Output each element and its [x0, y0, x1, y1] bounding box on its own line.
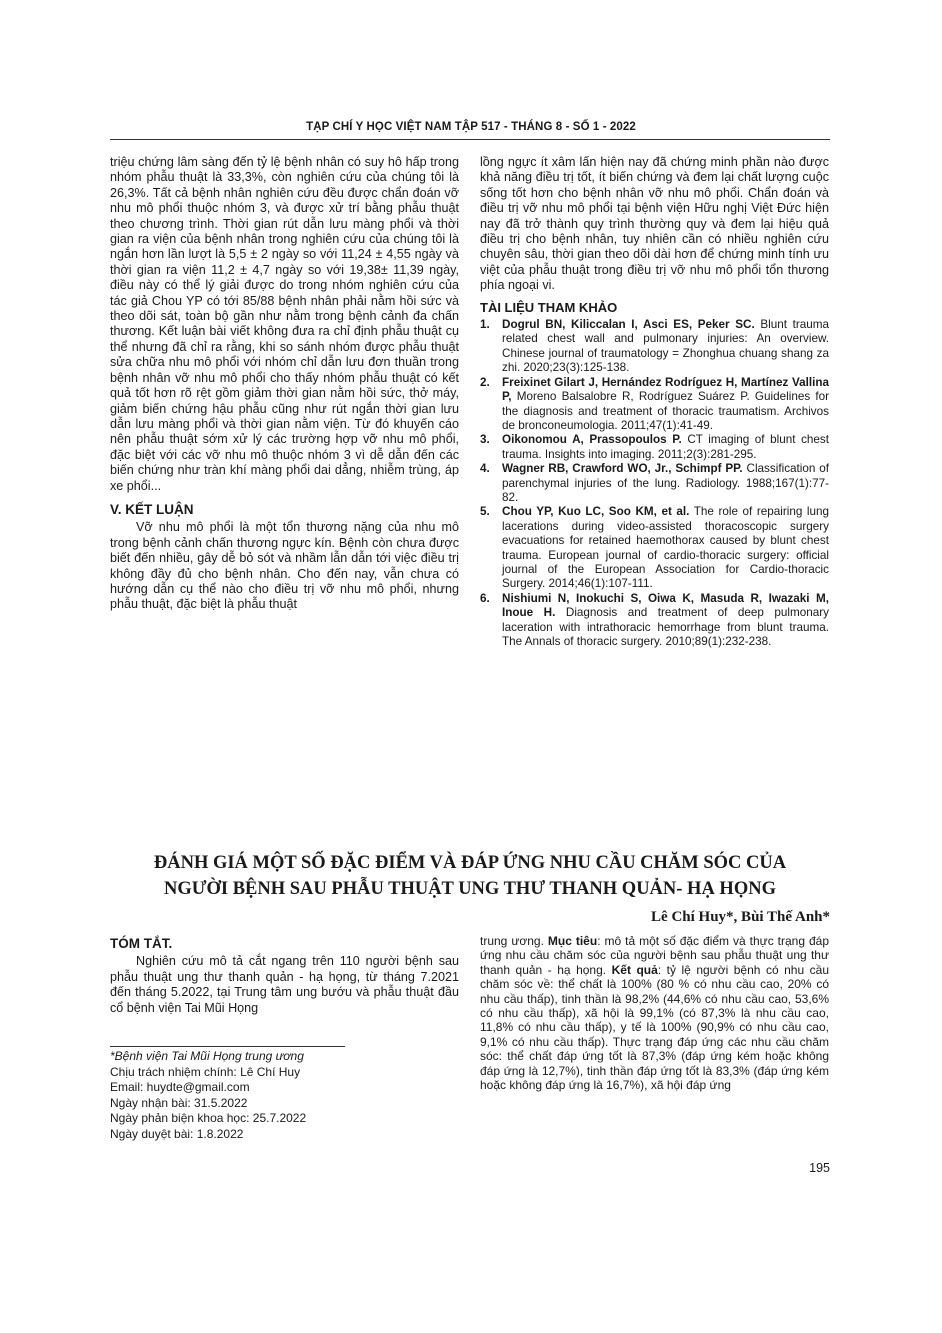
reference-authors: Oikonomou A, Prassopoulos P. — [502, 433, 682, 447]
abstract-text: trung ương. — [480, 934, 548, 948]
header-rule — [110, 139, 830, 140]
right-column — [480, 155, 829, 649]
reference-number: 2. — [480, 375, 490, 389]
journal-header: TẠP CHÍ Y HỌC VIỆT NAM TẬP 517 - THÁNG 8 - SỐ 1 - 2022 — [306, 121, 636, 133]
reference-authors: Dogrul BN, Kiliccalan I, Asci ES, Peker SC. — [502, 318, 755, 332]
article-authors: Lê Chí Huy*, Bùi Thế Anh* — [651, 909, 830, 925]
page-number: 195 — [809, 1161, 830, 1175]
objective-label: Mục tiêu — [547, 934, 598, 948]
reference-text: Moreno Balsalobre R, Rodríguez Suárez P. Guidelines for the diagnosis and treatment of thoracic traumatism. Archivos de bronconeumologia. 2011;47(1):41-49. — [502, 390, 829, 432]
abstract-text: : tỷ lệ người bệnh có nhu cầu chăm sóc về: thể chất là 100% (80 % có nhu cầu cao, 20% có nhu cầu thấp), tinh thần là 98,2% (44,6% có nhu cầu cao, 53,6% có nhu cầu thấp), xã hội là 99,1% (có 87,3% là nhu cầu cao, 11,8% có nhu cầu thấp), y tế là 100% (90,9% có nhu cầu cao, 9,1% có nhu cầu thấp). Thực trạng đáp ứng các nhu cầu chăm sóc: thể chất đáp ứng tốt là 87,3% (đáp ứng kém hoặc không đáp ứng là 12,7%), tinh thần đáp ứng tốt là 83,3% (đáp ứng kém hoặc không đáp ứng là 16,7%), xã hội đáp ứng — [480, 962, 829, 1093]
reference-item — [480, 376, 829, 434]
reference-number: 1. — [480, 318, 490, 332]
abstract-paragraph: Nghiên cứu mô tả cắt ngang trên 110 người bệnh sau phẫu thuật ung thư thanh quản - hạ họng, từ tháng 7.2021 đến tháng 5.2022, tại Trung tâm ung bướu và phẫu thuật đầu cổ bệnh viện Tai Mũi Họng — [110, 954, 459, 1015]
results-label: Kết quả — [611, 962, 658, 977]
conclusion-paragraph: Vỡ nhu mô phổi là một tổn thương nặng của nhu mô trong bệnh cảnh chấn thương ngực kín. Bệnh còn chưa được biết đến nhiều, gây dễ bỏ sót và nhầm lẫn dẫn tới việc điều trị không đầy đủ cho bệnh nhân. Cho đến nay, vẫn chưa có hướng dẫn cụ thể nào cho điều trị vỡ nhu mô phổi, nhưng phẫu thuật, đặc biệt là phẫu thuật — [110, 520, 459, 612]
date-accepted: Ngày duyệt bài: 1.8.2022 — [110, 1126, 244, 1141]
date-reviewed: Ngày phản biện khoa học: 25.7.2022 — [110, 1111, 307, 1126]
reference-text: The role of repairing lung lacerations during video-assisted thoracoscopic surgery evacuations for retained haemothorax caused by blunt chest trauma. European journal of cardio-thoracic surgery: official journal of the European Association for Cardio-thoracic Surgery. 2014;46(1):107-111. — [502, 505, 829, 591]
reference-item — [480, 433, 829, 462]
reference-authors: Chou YP, Kuo LC, Soo KM, et al. — [502, 505, 690, 519]
references-heading: TÀI LIỆU THAM KHẢO — [480, 299, 618, 315]
email: Email: huydte@gmail.com — [110, 1080, 250, 1095]
reference-authors: Nishiumi N, Inokuchi S, Oiwa K, Masuda R, Iwazaki M, Inoue H. — [502, 591, 829, 620]
article-title — [110, 850, 830, 902]
left-column — [110, 155, 459, 613]
reference-authors: Freixinet Gilart J, Hernández Rodríguez H, Martínez Vallina P, — [502, 375, 829, 404]
abstract-heading — [110, 936, 459, 951]
abstract-continued — [480, 934, 829, 1092]
corresponding-author: Chịu trách nhiệm chính: Lê Chí Huy — [110, 1064, 301, 1079]
abstract-text: : mô tả một số đặc điểm và thực trạng đáp ứng nhu cầu chăm sóc của người bệnh sau phẫu thuật ung thư thanh quản - hạ họng. — [480, 934, 829, 977]
reference-number: 4. — [480, 462, 490, 476]
affiliation: *Bệnh viện Tai Mũi Họng trung ương — [110, 1049, 304, 1063]
abstract-heading-text: TÓM TẮT — [110, 936, 169, 951]
abstract-heading-period: . — [168, 936, 173, 951]
footnote — [110, 1046, 450, 1143]
conclusion-heading: V. KẾT LUẬN — [110, 501, 194, 517]
reference-text: CT imaging of blunt chest trauma. Insights into imaging. 2011;2(3):281-295. — [502, 433, 830, 461]
reference-text: Blunt trauma related chest wall and pulmonary injuries: An overview. Chinese journal of traumatology = Zhonghua chuang shang za zhi. 2020;23(3):125-138. — [502, 318, 829, 375]
reference-number: 6. — [480, 591, 490, 605]
conclusion-continued: lồng ngực ít xâm lấn hiện nay đã chứng minh phần nào được khả năng điều trị tốt, ít biến chứng và đem lại chất lượng cuộc sống tốt hơn cho bệnh nhân vỡ nhu mô phổi. Chẩn đoán và điều trị vỡ nhu mô phổi tại bệnh viện Hữu nghị Việt Đức hiện nay đã trở thành quy trình thường quy và đem lại hiệu quả điều trị cho bệnh nhân, tuy nhiên cần có nhiều nghiên cứu chuyên sâu, thời gian theo dõi dài hơn để chứng minh tính ưu việt của phẫu thuật trong điều trị vỡ nhu mô phổi tổn thương phía ngoại vi. — [480, 155, 829, 293]
reference-text: Classification of parenchymal injuries of the lung. Radiology. 1988;167(1):77-82. — [502, 462, 829, 504]
article-title-line-1: ĐÁNH GIÁ MỘT SỐ ĐẶC ĐIỂM VÀ ĐÁP ỨNG NHU CẦU CHĂM SÓC CỦA — [153, 853, 787, 873]
reference-number: 5. — [480, 505, 490, 519]
article-title-line-2: NGƯỜI BỆNH SAU PHẪU THUẬT UNG THƯ THANH QUẢN- HẠ HỌNG — [164, 879, 776, 899]
reference-item — [480, 505, 829, 591]
footnote-rule — [110, 1046, 345, 1047]
reference-item — [480, 318, 829, 376]
reference-item — [480, 462, 829, 505]
references-list — [480, 318, 829, 649]
reference-authors: Wagner RB, Crawford WO, Jr., Schimpf PP. — [502, 462, 743, 476]
abstract-right-column — [480, 934, 829, 1092]
discussion-paragraph: triệu chứng lâm sàng đến tỷ lệ bệnh nhân có suy hô hấp trong nhóm phẫu thuật là 33,3%, còn nghiên cứu của chúng tôi là 26,3%. Tất cả bệnh nhân nghiên cứu đều được chẩn đoán vỡ nhu mô phổi thuộc nhóm 3, và được xử trí bằng phẫu thuật theo chương trình. Thời gian rút dẫn lưu màng phổi và thời gian ra viện của bệnh nhân trong nghiên cứu của chúng tôi là ngắn hơn lần lượt là 5,5 ± 2 ngày so với 11,24 ± 4,55 ngày và thời gian ra viện 11,2 ± 4,7 ngày so với 19,38± 11,39 ngày, điều này có thể lý giải được do trong nhóm nghiên cứu của tác giả Chou YP có tới 85/88 bệnh nhân phải nằm hồi sức và theo dõi sát, toàn bộ gần như nằm trong bệnh cảnh đa chấn thương. Kết luận bài viết không đưa ra chỉ định phẫu thuật cụ thể nhưng đã chỉ ra rằng, khi so sánh nhóm được phẫu thuật sửa chữa nhu mô phổi với nhóm chỉ dẫn lưu đơn thuần trong bệnh nhân vỡ nhu mô phổi cho thấy nhóm phẫu thuật có kết quả tốt hơn rõ rệt gồm giảm thời gian nằm hồi sức, thở máy, giảm biến chứng hậu phẫu cũng như rút ngắn thời gian lưu dẫn lưu màng phổi và thời gian nằm viện. Từ đó khuyến cáo nên phẫu thuật sớm xử lý các trường hợp vỡ nhu mô phổi, đặc biệt với các vỡ nhu mô thuộc nhóm 3 vì dễ dẫn đến các biến chứng như tràn khí màng phổi dai dẳng, nhiễm trùng, áp xe phổi... — [110, 155, 459, 493]
reference-text: Diagnosis and treatment of deep pulmonary laceration with intrathoracic hemorrhage from blunt trauma. The Annals of thoracic surgery. 2010;89(1):232-238. — [502, 606, 829, 648]
reference-item — [480, 592, 829, 650]
abstract-left-column — [110, 936, 459, 1016]
reference-number: 3. — [480, 433, 490, 447]
date-received: Ngày nhận bài: 31.5.2022 — [110, 1095, 248, 1110]
